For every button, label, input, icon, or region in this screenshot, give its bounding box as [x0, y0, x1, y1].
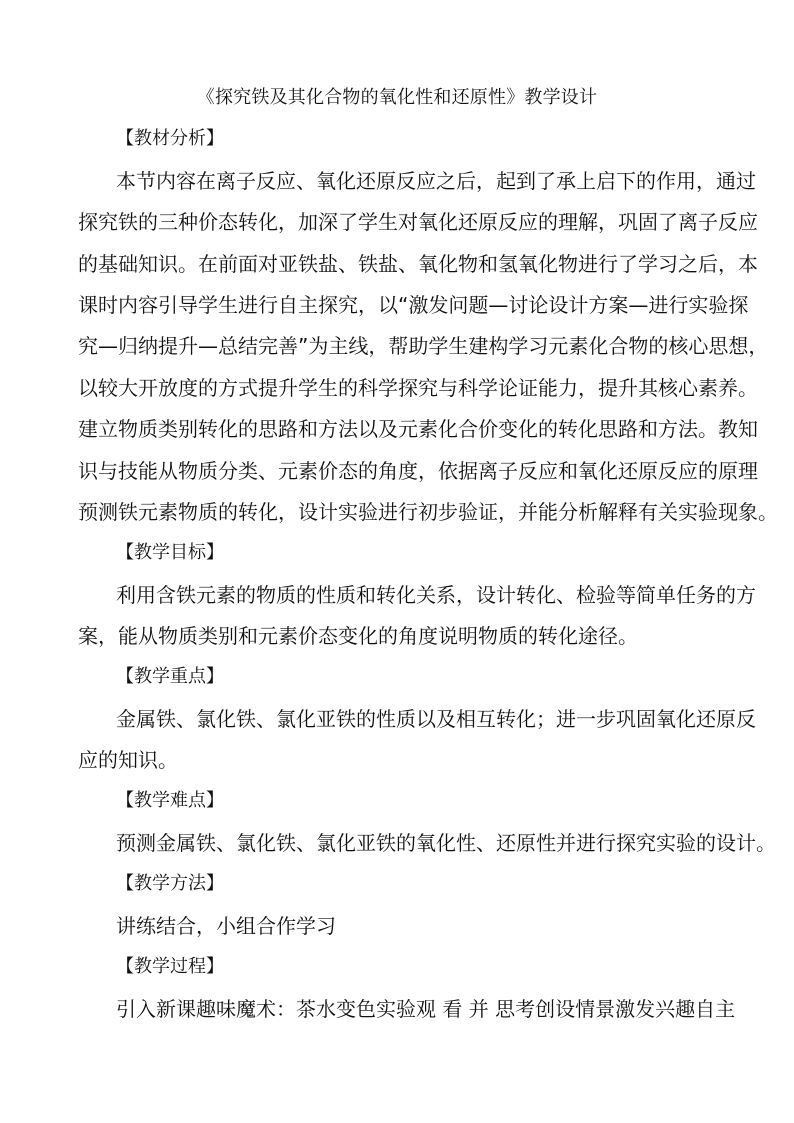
- document-title: 《探究铁及其化合物的氧化性和还原性》教学设计: [196, 87, 598, 108]
- paragraph-line: 预测金属铁、氯化铁、氯化亚铁的氧化性、还原性并进行探究实验的设计。: [116, 831, 776, 855]
- section-heading-objectives: 【教学目标】: [116, 542, 224, 563]
- section-heading-methods: 【教学方法】: [116, 873, 224, 894]
- paragraph-line: 以较大开放度的方式提升学生的科学探究与科学论证能力，提升其核心素养。: [78, 376, 758, 400]
- paragraph-line: 利用含铁元素的物质的性质和转化关系，设计转化、检验等简单任务的方: [116, 583, 756, 607]
- paragraph-line: 引入新课趣味魔术：茶水变色实验观 看 并 思考创设情景激发兴趣自主: [116, 997, 736, 1021]
- paragraph-line: 课时内容引导学生进行自主探究，以“激发问题—讨论设计方案—进行实验探: [78, 293, 749, 317]
- paragraph-line: 探究铁的三种价态转化，加深了学生对氧化还原反应的理解，巩固了离子反应: [78, 210, 758, 234]
- paragraph-line: 究—归纳提升—总结完善”为主线，帮助学生建构学习元素化合物的核心思想，: [78, 334, 769, 358]
- paragraph-line: 案，能从物质类别和元素价态变化的角度说明物质的转化途径。: [78, 624, 638, 648]
- paragraph-line: 识与技能从物质分类、元素价态的角度，依据离子反应和氧化还原反应的原理: [78, 459, 758, 483]
- paragraph-line: 的基础知识。在前面对亚铁盐、铁盐、氧化物和氢氧化物进行了学习之后，本: [78, 252, 758, 276]
- paragraph-line: 预测铁元素物质的转化，设计实验进行初步验证，并能分析解释有关实验现象。: [78, 500, 778, 524]
- paragraph-line: 金属铁、氯化铁、氯化亚铁的性质以及相互转化；进一步巩固氧化还原反: [116, 707, 756, 731]
- section-heading-key-points: 【教学重点】: [116, 666, 224, 687]
- section-heading-difficulties: 【教学难点】: [116, 790, 224, 811]
- section-heading-analysis: 【教材分析】: [116, 128, 224, 149]
- paragraph-line: 讲练结合，小组合作学习: [116, 914, 336, 938]
- section-heading-process: 【教学过程】: [116, 956, 224, 977]
- paragraph-line: 建立物质类别转化的思路和方法以及元素化合价变化的转化思路和方法。教知: [78, 417, 758, 441]
- paragraph-line: 应的知识。: [78, 748, 178, 772]
- paragraph-line: 本节内容在离子反应、氧化还原反应之后，起到了承上启下的作用，通过: [116, 169, 756, 193]
